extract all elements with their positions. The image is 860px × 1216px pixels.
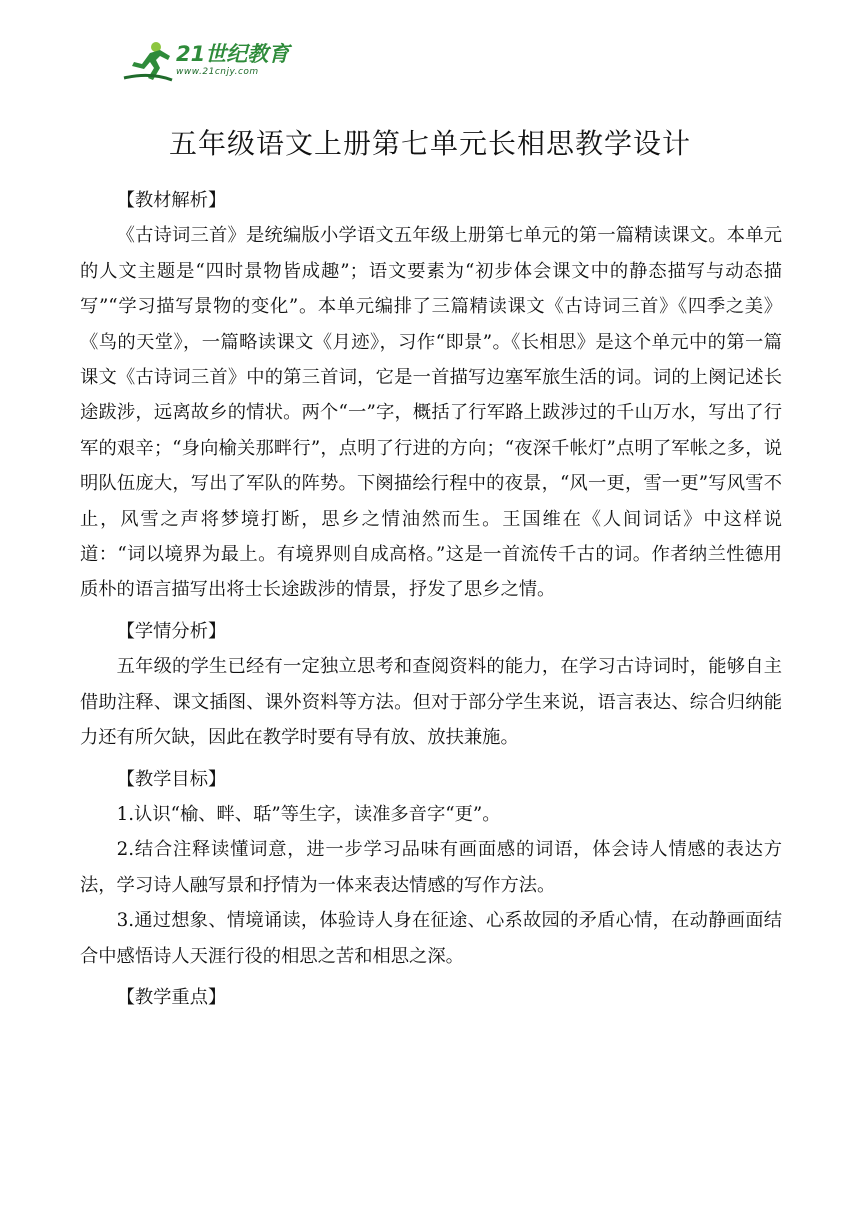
paragraph-textbook: 《古诗词三首》是统编版小学语文五年级上册第七单元的第一篇精读课文。本单元的人文主题是“四时景物皆成趣”；语文要素为“初步体会课文中的静态描写与动态描写”“学习描写景物的变化”。本单元编排了三篇精读课文《古诗词三首》《四季之美》《鸟的天堂》，一篇略读课文《月迹》，习作“即景”。《长相思》是这个单元中的第一篇课文《古诗词三首》中的第三首词，它是一首描写边塞军旅生活的词。词的上阕记述长途跋涉，远离故乡的情状。两个“一”字，概括了行军路上跋涉过的千山万水，写出了行军的艰辛；“身向榆关那畔行”，点明了行进的方向；“夜深千帐灯”点明了军帐之多，说明队伍庞大，写出了军队的阵势。下阕描绘行程中的夜景，“风一更，雪一更”写风雪不止，风雪之声将梦境打断，思乡之情油然而生。王国维在《人间词话》中这样说道：“词以境界为最上。有境界则自成高格。”这是一首流传千古的词。作者纳兰性德用质朴的语言描写出将士长途跋涉的情景，抒发了思乡之情。 bbox=[80, 225, 782, 601]
site-logo bbox=[120, 38, 290, 86]
goal-item-2: 2.结合注释读懂词意，进一步学习品味有画面感的词语，体会诗人情感的表达方法，学习诗人融写景和抒情为一体来表达情感的写作方法。 bbox=[80, 839, 782, 896]
section-heading-students: 【学情分析】 bbox=[116, 620, 227, 642]
section-heading-key-points: 【教学重点】 bbox=[116, 986, 227, 1008]
section-heading-goals: 【教学目标】 bbox=[116, 768, 227, 790]
page-title: 五年级语文上册第七单元长相思教学设计 bbox=[168, 127, 691, 160]
goal-item-3: 3.通过想象、情境诵读，体验诗人身在征途、心系故园的矛盾心情，在动静画面结合中感悟诗人天涯行役的相思之苦和相思之深。 bbox=[80, 910, 782, 967]
document-body bbox=[80, 183, 782, 1015]
logo-url-text: www.21cnjy.com bbox=[176, 67, 259, 77]
section-heading-textbook: 【教材解析】 bbox=[116, 190, 227, 211]
paragraph-students: 五年级的学生已经有一定独立思考和查阅资料的能力，在学习古诗词时，能够自主借助注释、课文插图、课外资料等方法。但对于部分学生来说，语言表达、综合归纳能力还有所欠缺，因此在教学时要有导有放、放扶兼施。 bbox=[80, 656, 782, 749]
logo-brand-text: 21世纪教育 bbox=[176, 42, 290, 66]
goal-item-1: 1.认识“榆、畔、聒”等生字，读准多音字“更”。 bbox=[116, 803, 501, 825]
